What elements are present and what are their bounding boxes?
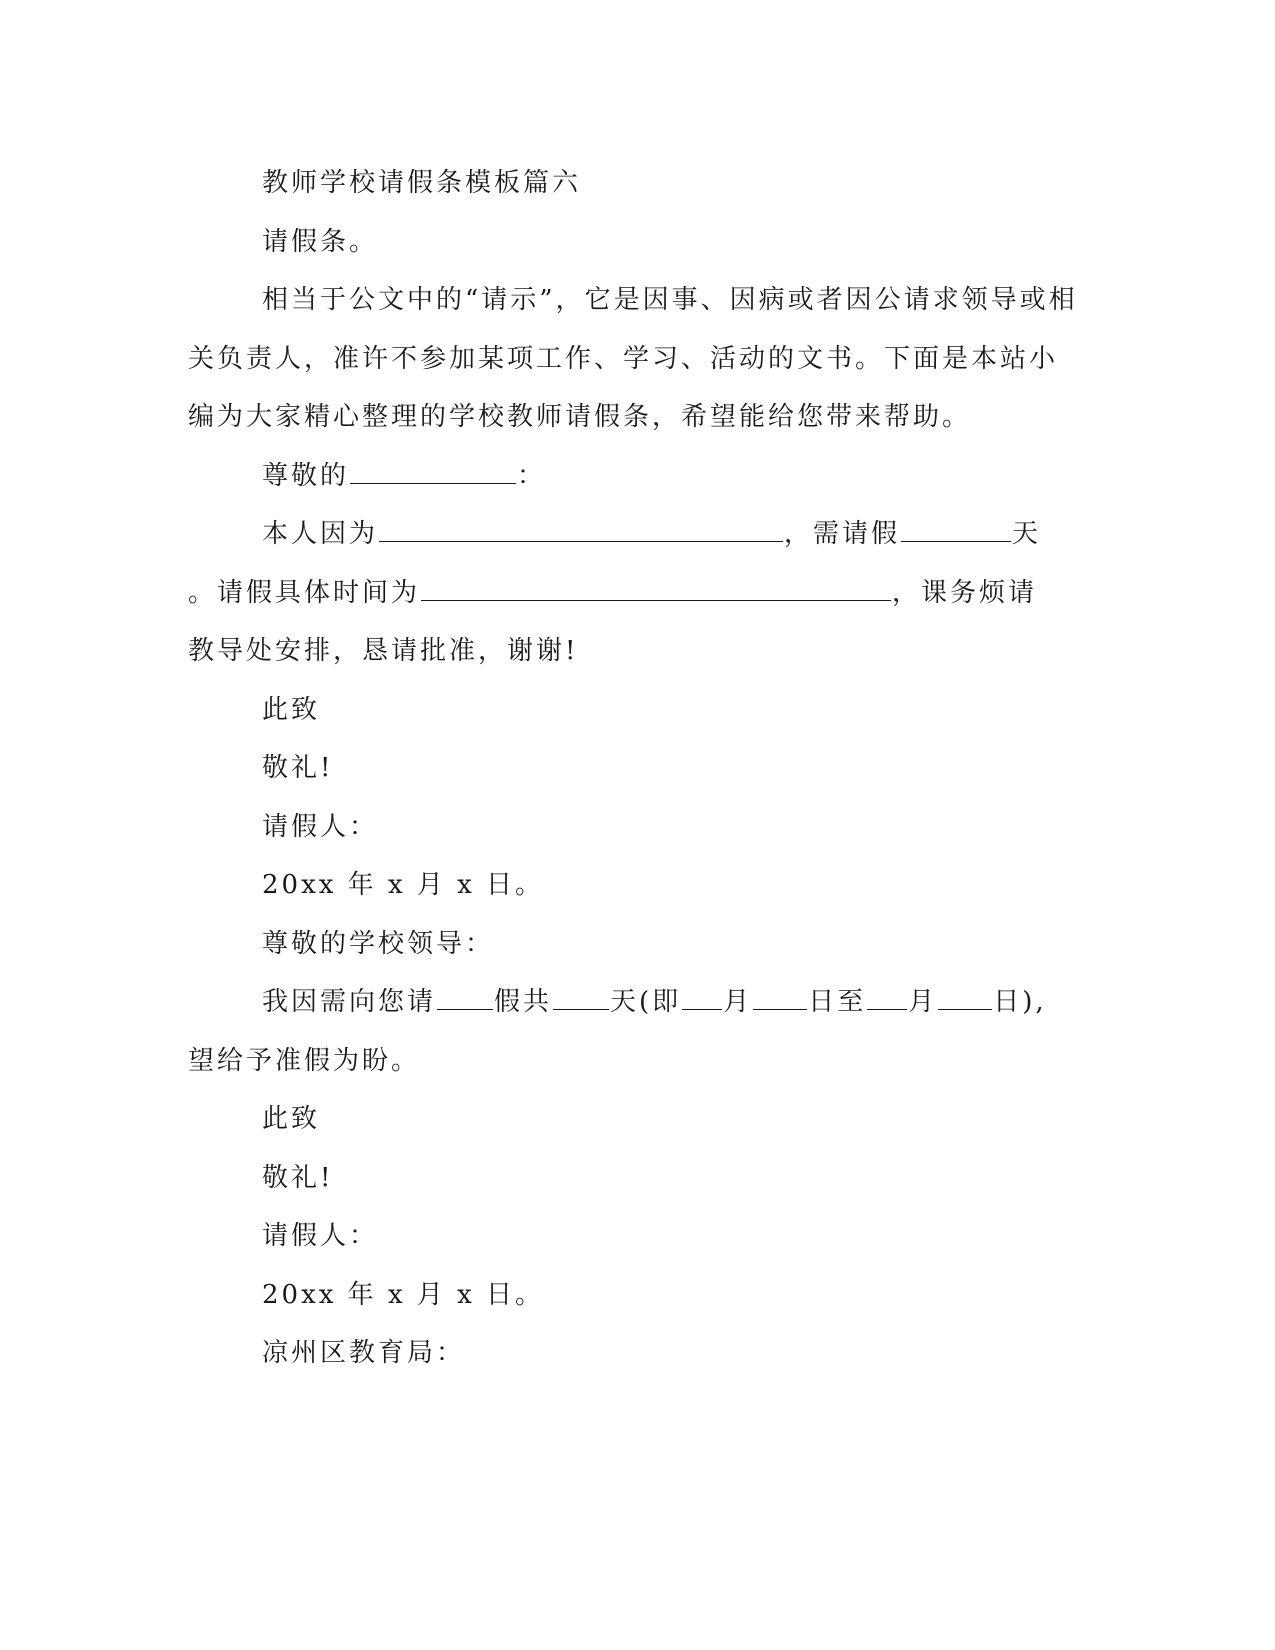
letter1-signer: 请假人： [262, 812, 379, 842]
body-text: 天 [1012, 519, 1042, 549]
salutation-prefix: 尊敬的 [262, 461, 350, 491]
intro-line-3: 编为大家精心整理的学校教师请假条，希望能给您带来帮助。 [188, 402, 972, 432]
body-text: ，需请假 [784, 519, 901, 549]
letter2-salutation: 尊敬的学校领导： [262, 929, 495, 959]
body-text: 假共 [494, 987, 553, 1017]
body-text: 本人因为 [262, 519, 379, 549]
time-blank [421, 576, 891, 601]
body-text: 日), [993, 987, 1047, 1017]
letter1-body-line-1 [262, 517, 1041, 551]
letter3-salutation: 凉州区教育局： [262, 1338, 466, 1368]
days-blank [901, 517, 1011, 542]
letter1-date: 20xx 年 x 月 x 日。 [262, 870, 545, 900]
letter2-closing-1: 此致 [262, 1104, 321, 1134]
body-text: 天(即 [610, 987, 682, 1017]
document-title: 教师学校请假条模板篇六 [262, 168, 582, 198]
letter1-salutation [262, 459, 546, 493]
days-blank [553, 985, 609, 1010]
letter2-closing-2: 敬礼! [262, 1163, 334, 1193]
body-text: ，课务烦请 [892, 578, 1038, 608]
body-text: 月 [723, 987, 753, 1017]
reason-blank [379, 517, 783, 542]
letter2-date: 20xx 年 x 月 x 日。 [262, 1280, 545, 1310]
body-text: 月 [908, 987, 938, 1017]
document-subtitle: 请假条。 [262, 227, 379, 257]
salutation-suffix: ： [517, 461, 547, 491]
end-day-blank [938, 985, 992, 1010]
letter1-body-line-2 [188, 576, 1037, 610]
recipient-blank [350, 459, 516, 484]
start-month-blank [682, 985, 722, 1010]
start-day-blank [753, 985, 807, 1010]
letter1-closing-1: 此致 [262, 695, 321, 725]
body-text: 日至 [808, 987, 867, 1017]
letter1-body-line-3: 教导处安排，恳请批准，谢谢! [188, 636, 579, 666]
leave-type-blank [437, 985, 493, 1010]
intro-line-1: 相当于公文中的“请示”，它是因事、因病或者因公请求领导或相 [262, 285, 1078, 315]
letter2-body-line-1 [262, 985, 1047, 1019]
end-month-blank [867, 985, 907, 1010]
intro-line-2: 关负责人，准许不参加某项工作、学习、活动的文书。下面是本站小 [188, 344, 1059, 374]
body-text: 。请假具体时间为 [188, 578, 421, 608]
letter1-closing-2: 敬礼! [262, 753, 334, 783]
letter2-body-line-2: 望给予准假为盼。 [188, 1046, 421, 1076]
body-text: 我因需向您请 [262, 987, 437, 1017]
letter2-signer: 请假人： [262, 1221, 379, 1251]
